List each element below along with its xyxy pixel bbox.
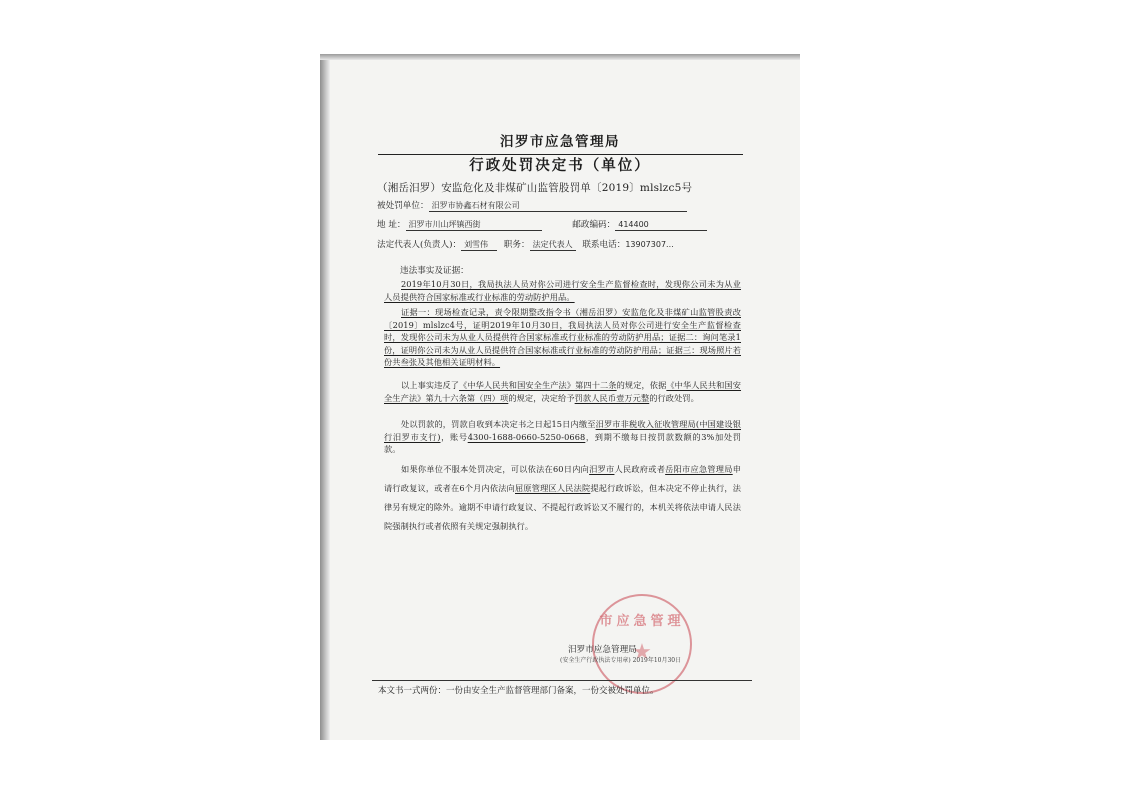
legal-rep-label: 法定代表人(负责人)： (377, 240, 462, 250)
address-value: 汨罗市川山坪镇西街 (406, 221, 542, 231)
party-row (377, 202, 687, 212)
scanned-page (320, 54, 800, 740)
agency-name: 汨罗市应急管理局 (500, 134, 620, 150)
appeal-agency: 岳阳市应急管理局 (665, 464, 733, 474)
signature-agency: 汨罗市应急管理局 (568, 645, 637, 655)
fine-paragraph: 处以罚款的，罚款自收到本决定书之日起15日内缴至汨罗市非税收入征收管理局(中国建设银行汨罗市支行)，账号4300-1688-0660-5250-0668，到期不缴每日按罚款数额的3%加处罚款。 (384, 419, 741, 455)
violated-law: 《中华人民共和国安全生产法》第四十二条 (459, 380, 617, 390)
legal-rep-value: 刘雪伟 (461, 241, 497, 251)
legal-rep-row (377, 241, 674, 251)
postcode-value: 414400 (615, 221, 707, 231)
footer-divider (372, 680, 752, 681)
footer-note: 本文书一式两份：一份由安全生产监督管理部门备案，一份交被处罚单位。 (378, 686, 659, 696)
postcode-label: 邮政编码： (572, 220, 616, 230)
penalty-amount: 罚款人民币壹万元整 (574, 392, 650, 403)
seal-text: 市应急管理 (599, 614, 685, 629)
phone-value: 13907307... (625, 240, 674, 249)
document (320, 54, 800, 740)
title-divider (378, 154, 743, 155)
fine-destination: 汨罗市非税收入征收管理局(中国建设银行汨罗市支行) (384, 419, 741, 442)
party-label: 被处罚单位： (377, 201, 429, 211)
position-value: 法定代表人 (530, 241, 576, 251)
document-title: 行政处罚决定书（单位） (469, 157, 651, 174)
appeal-government: 汨罗市 (589, 464, 615, 474)
facts-heading: 违法事实及证据： (400, 266, 469, 276)
appeal-court: 屈原管理区人民法院 (515, 483, 591, 493)
seal-star-icon: ★ (632, 640, 652, 665)
party-value: 汨罗市协鑫石材有限公司 (429, 202, 687, 212)
fact-paragraph: 2019年10月30日，我局执法人员对你公司进行安全生产监督检查时，发现你公司未为从业人员提供符合国家标准或行业标准的劳动防护用品。 (384, 279, 741, 302)
signature-stamp-date: (安全生产行政执法专用章) 2019年10月30日 (560, 657, 682, 664)
bank-account: 4300-1688-0660-5250-0668 (467, 431, 586, 442)
address-row (377, 221, 707, 231)
law-paragraph: 以上事实违反了《中华人民共和国安全生产法》第四十二条的规定，依据《中华人民共和国安全生产法》第九十六条第（四）项的规定，决定给予罚款人民币壹万元整的行政处罚。 (384, 380, 742, 403)
document-number: （湘岳汨罗）安监危化及非煤矿山监管股罚单〔2019〕mlslzc5号 (377, 182, 693, 194)
position-label: 职务： (503, 240, 530, 250)
evidence-paragraph: 证据一：现场检查记录，责令限期整改指令书（湘岳汨罗）安监危化及非煤矿山监管股责改〔2019〕mlslzc4号，证明2019年10月30日，我局执法人员对你公司进行安全生产监督检查时，发现你公司未为从业人员提供符合国家标准或行业标准的劳动防护用品；证据二：询问笔录1份，证明你公司未为从业人员提供符合国家标准或行业标准的劳动防护用品；证据三：现场照片若份共叁张及其他相关证明材料。 (384, 307, 741, 368)
phone-label: 联系电话： (582, 240, 626, 250)
applied-law: 《中华人民共和国安全生产法》第九十六条第（四）项 (384, 380, 742, 403)
appeal-paragraph: 如果你单位不服本处罚决定，可以依法在60日内向汨罗市人民政府或者岳阳市应急管理局申请行政复议，或者在6个月内依法向屈原管理区人民法院提起行政诉讼，但本决定不停止执行，法律另有规定的除外。逾期不申请行政复议、不提起行政诉讼又不履行的，本机关将依法申请人民法院强制执行或者依照有关规定强制执行。 (384, 464, 741, 531)
address-label: 地 址： (377, 220, 406, 230)
official-seal (592, 594, 692, 694)
